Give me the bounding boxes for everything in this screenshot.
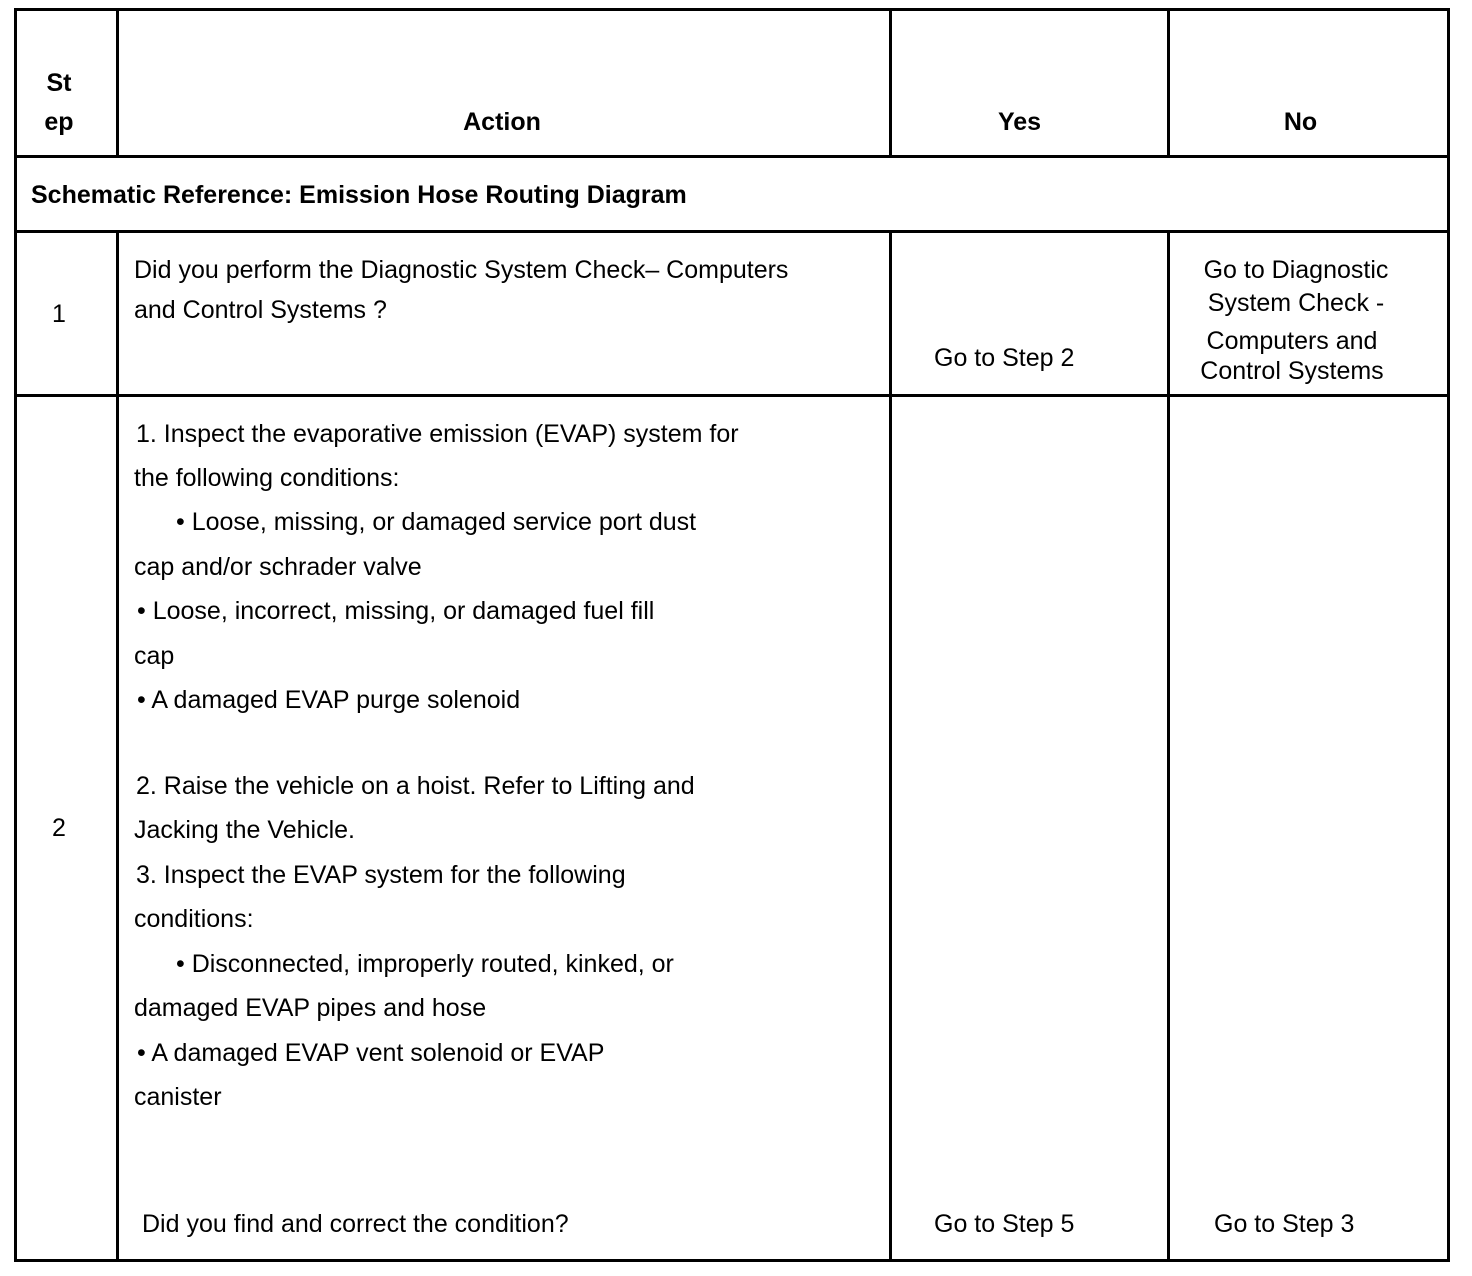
col-divider-action [889, 230, 892, 1259]
row2-line-6: cap [134, 642, 175, 670]
row2-line-5: • Loose, incorrect, missing, or damaged fuel fill [137, 597, 655, 625]
schematic-divider [17, 230, 1447, 233]
row2-line-12: • Disconnected, improperly routed, kinked, or [176, 950, 674, 978]
row1-no-line3: Computers and [1206, 327, 1378, 355]
row2-line-8: 2. Raise the vehicle on a hoist. Refer to Lifting and [136, 772, 695, 800]
row1-no-line4: Control Systems [1200, 357, 1384, 385]
row2-question: Did you find and correct the condition? [142, 1210, 569, 1238]
row2-line-11: conditions: [134, 905, 254, 933]
header-yes: Yes [997, 108, 1042, 136]
row1-action-line1: Did you perform the Diagnostic System Check– Computers [134, 256, 789, 284]
row1-step: 1 [52, 300, 66, 328]
row2-line-3: • Loose, missing, or damaged service port dust [176, 508, 697, 536]
row1-action-line2: and Control Systems ? [134, 296, 387, 324]
row2-line-10: 3. Inspect the EVAP system for the following [136, 861, 626, 889]
row2-line-9: Jacking the Vehicle. [134, 816, 355, 844]
row2-line-15: canister [134, 1083, 222, 1111]
row2-line-2: the following conditions: [134, 464, 400, 492]
header-step-line2: ep [44, 108, 74, 136]
row2-no: Go to Step 3 [1214, 1210, 1355, 1238]
row1-yes: Go to Step 2 [934, 344, 1075, 372]
row2-line-4: cap and/or schrader valve [134, 553, 422, 581]
row2-line-14: • A damaged EVAP vent solenoid or EVAP [137, 1039, 605, 1067]
col-divider-step [116, 230, 119, 1259]
row1-no-line2: System Check - [1207, 289, 1385, 317]
row1-divider [17, 394, 1447, 397]
row2-step: 2 [52, 814, 66, 842]
row2-line-1: 1. Inspect the evaporative emission (EVAP) system for [136, 420, 739, 448]
row1-no-line1: Go to Diagnostic [1203, 256, 1389, 284]
header-divider [17, 155, 1447, 158]
row2-yes: Go to Step 5 [934, 1210, 1075, 1238]
header-action: Action [463, 108, 541, 136]
header-no: No [1283, 108, 1318, 136]
header-step-line1: St [46, 69, 72, 97]
schematic-reference: Schematic Reference: Emission Hose Routing Diagram [31, 181, 687, 209]
row2-line-7: • A damaged EVAP purge solenoid [137, 686, 521, 714]
row2-line-13: damaged EVAP pipes and hose [134, 994, 487, 1022]
